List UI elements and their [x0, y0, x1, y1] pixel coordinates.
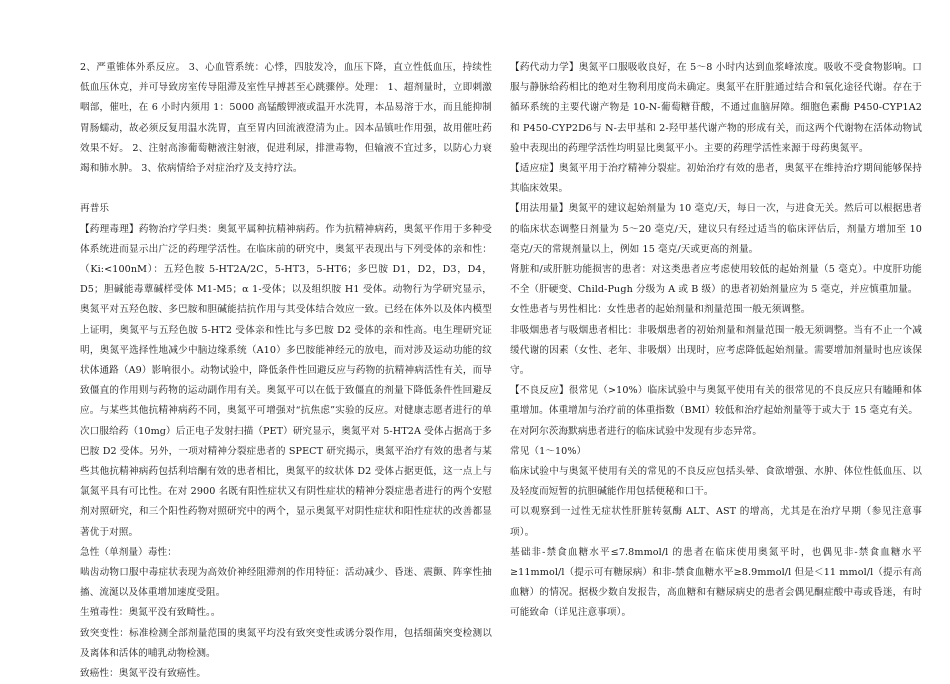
- acute-toxicity-text: 啮齿动物口服中毒症状表现为高效价神经阻滞剂的作用特征：活动减少、昏迷、震颤、阵挛性抽搐、流涎以及体重增加速度受阻。: [80, 567, 492, 599]
- right-column: [510, 58, 922, 624]
- dosage-section: 【用法用量】奥氮平的建议起始剂量为 10 毫克/天，每日一次，与进食无关。然后可以根据患者的临床状态调整日剂量为 5～20 毫克/天，建议只有经过适当的临床评估后，剂量方增加至 10 毫克/天的常规剂量以上，例如 15 毫克/天或更高的剂量。: [510, 203, 922, 255]
- mutagenicity-text: 致突变性：标准检测全部剂量范围的奥氮平均没有致突变性或诱分裂作用，包括细菌突变检测以及离体和活体的哺乳动物检测。: [80, 627, 492, 659]
- blood-glucose-text: 基础非-禁食血糖水平≤7.8mmol/l 的患者在临床使用奥氮平时，也偶见非-禁食血糖水平≥11mmol/l（提示可有糖尿病）和非-禁食血糖水平≥8.9mmol/l 但是＜11 mmol/l（提示有高血糖）的情况。据极少数自发报告，高血糖和有糖尿病史的患者会偶见酮症酸中毒或昏迷，有时可能致命（详见注意事项）。: [510, 546, 922, 619]
- drug-name-heading: 再普乐: [80, 203, 110, 215]
- adverse-reactions-section: 【不良反应】很常见（>10%）临床试验中与奥氮平使用有关的很常见的不良反应只有瞌睡和体重增加。体重增加与治疗前的体重指数（BMI）较低和治疗起始剂量等于或大于 15 毫克有关。: [510, 385, 922, 417]
- pharmacology-toxicology-section: 【药理毒理】药物治疗学归类：奥氮平属种抗精神病药。作为抗精神病药，奥氮平作用于多种受体系统进而显示出广泛的药理学活性。在临床前的研究中，奥氮平表现出与下列受体的亲和性：（Ki:<100nM）：五羟色胺 5-HT2A/2C，5-HT3，5-HT6；多巴胺 D1，D2，D3，D4，D5；胆碱能毒蕈碱样受体 M1-M5；α 1-受体；以及组织胺 H1 受体。动物行为学研究显示，奥氮平对五羟色胺、多巴胺和胆碱能拮抗作用与其受体结合效应一致。已经在体外以及体内模型上证明，奥氮平与五羟色胺 5-HT2 受体亲和性比与多巴胺 D2 受体的亲和性高。电生理研究证明，奥氮平选择性地减少中脑边缘系统（A10）多巴胺能神经元的放电，而对涉及运动功能的纹状体通路（A9）影响很小。动物试验中，降低条件性回避反应与药物的抗精神病活性有关，而导致僵直的作用则与药物的运动副作用有关。奥氮平可以在低于致僵直的剂量下降低条件性回避反应。与某些其他抗精神病药不同，奥氮平可增强对“抗焦虑”实验的反应。对健康志愿者进行的单次口服给药（10mg）后正电子发射扫描（PET）研究显示，奥氮平对 5-HT2A 受体占据高于多巴胺 D2 受体。另外，一项对精神分裂症患者的 SPECT 研究揭示，奥氮平治疗有效的患者与某些其他抗精神病药包括利培酮有效的患者相比，奥氮平的纹状体 D2 受体占据更低，这一点上与氯氮平具有可比性。在对 2900 名既有阳性症状又有阴性症状的精神分裂症患者进行的两个安慰剂对照研究，和三个阳性药物对照研究中的两个，显示奥氮平对阴性症状和阳性症状的改善都显著优于对照。: [80, 223, 492, 538]
- spacer: [80, 179, 492, 199]
- alzheimer-gait-text: 在对阿尔茨海默病患者进行的临床试验中发现有步态异常。: [510, 425, 763, 437]
- overdose-treatment-paragraph: 2、严重锥体外系反应。 3、心血管系统：心悸，四肢发冷，血压下降，直立性低血压，持续性低血压休克，并可导致房室传导阻滞及室性早搏甚至心跳骤停。处理： 1、超剂量时，立即刺激咽部，催吐，在 6 小时内须用 1：5000 高锰酸钾液或温开水洗胃，本品易溶于水，而且能抑制胃肠蠕动，故必须反复用温水洗胃，直至胃内回流液澄清为止。因本品镇吐作用强，故用催吐药效果不好。 2、注射高渗葡萄糖液注射液，促进利尿，排泄毒物，但输液不宜过多，以防心力衰竭和肺水肿。 3、依病情给予对症治疗及支持疗法。: [80, 62, 492, 175]
- common-adverse-text: 临床试验中与奥氮平使用有关的常见的不良反应包括头晕、食欲增强、水肿、体位性低血压、以及轻度而短暂的抗胆碱能作用包括便秘和口干。: [510, 466, 922, 498]
- transaminase-text: 可以观察到一过性无症状性肝脏转氨酶 ALT、AST 的增高，尤其是在治疗早期（参见注意事项）。: [510, 506, 922, 538]
- common-frequency-heading: 常见（1～10%）: [510, 445, 587, 457]
- pharmacokinetics-section: 【药代动力学】奥氮平口服吸收良好，在 5～8 小时内达到血浆峰浓度。吸收不受食物影响。口服与静脉给药相比的绝对生物利用度尚未确定。奥氮平在肝脏通过结合和氧化途径代谢。存在于循环系统的主要代谢产物是 10-N-葡萄糖苷酸，不通过血脑屏障。细胞色素酶 P450-CYP1A2和 P450-CYP2D6与 N-去甲基和 2-羟甲基代谢产物的形成有关，而这两个代谢物在活体动物试验中表现出的药理学活性均明显比奥氮平小。主要的药理学活性来源于母药奥氮平。: [510, 62, 922, 154]
- carcinogenicity-text: 致癌性：奥氮平没有致癌性。: [80, 668, 207, 680]
- gender-dosage-text: 女性患者与男性相比：女性患者的起始剂量和剂量范围一般无须调整。: [510, 304, 811, 316]
- renal-hepatic-dosage-text: 肾脏和/或肝脏功能损害的患者：对这类患者应考虑使用较低的起始剂量（5 毫克）。中度肝功能不全（肝硬变、Child-Pugh 分级为 A 或 B 级）的患者初始剂量应为 5 毫克，并应慎重加量。: [510, 264, 922, 296]
- reproductive-toxicity-text: 生殖毒性：奥氮平没有致畸性。。: [80, 607, 221, 619]
- acute-toxicity-heading: 急性（单剂量）毒性：: [80, 546, 177, 558]
- left-column: [80, 58, 492, 684]
- indications-section: 【适应症】奥氮平用于治疗精神分裂症。初始治疗有效的患者，奥氮平在维持治疗期间能够保持其临床效果。: [510, 163, 922, 195]
- smokers-dosage-text: 非吸烟患者与吸烟患者相比：非吸烟患者的初始剂量和剂量范围一般无须调整。当有不止一个减缓代谢的因素（女性、老年、非吸烟）出现时，应考虑降低起始剂量。需要增加剂量时也应该保守。: [510, 324, 922, 377]
